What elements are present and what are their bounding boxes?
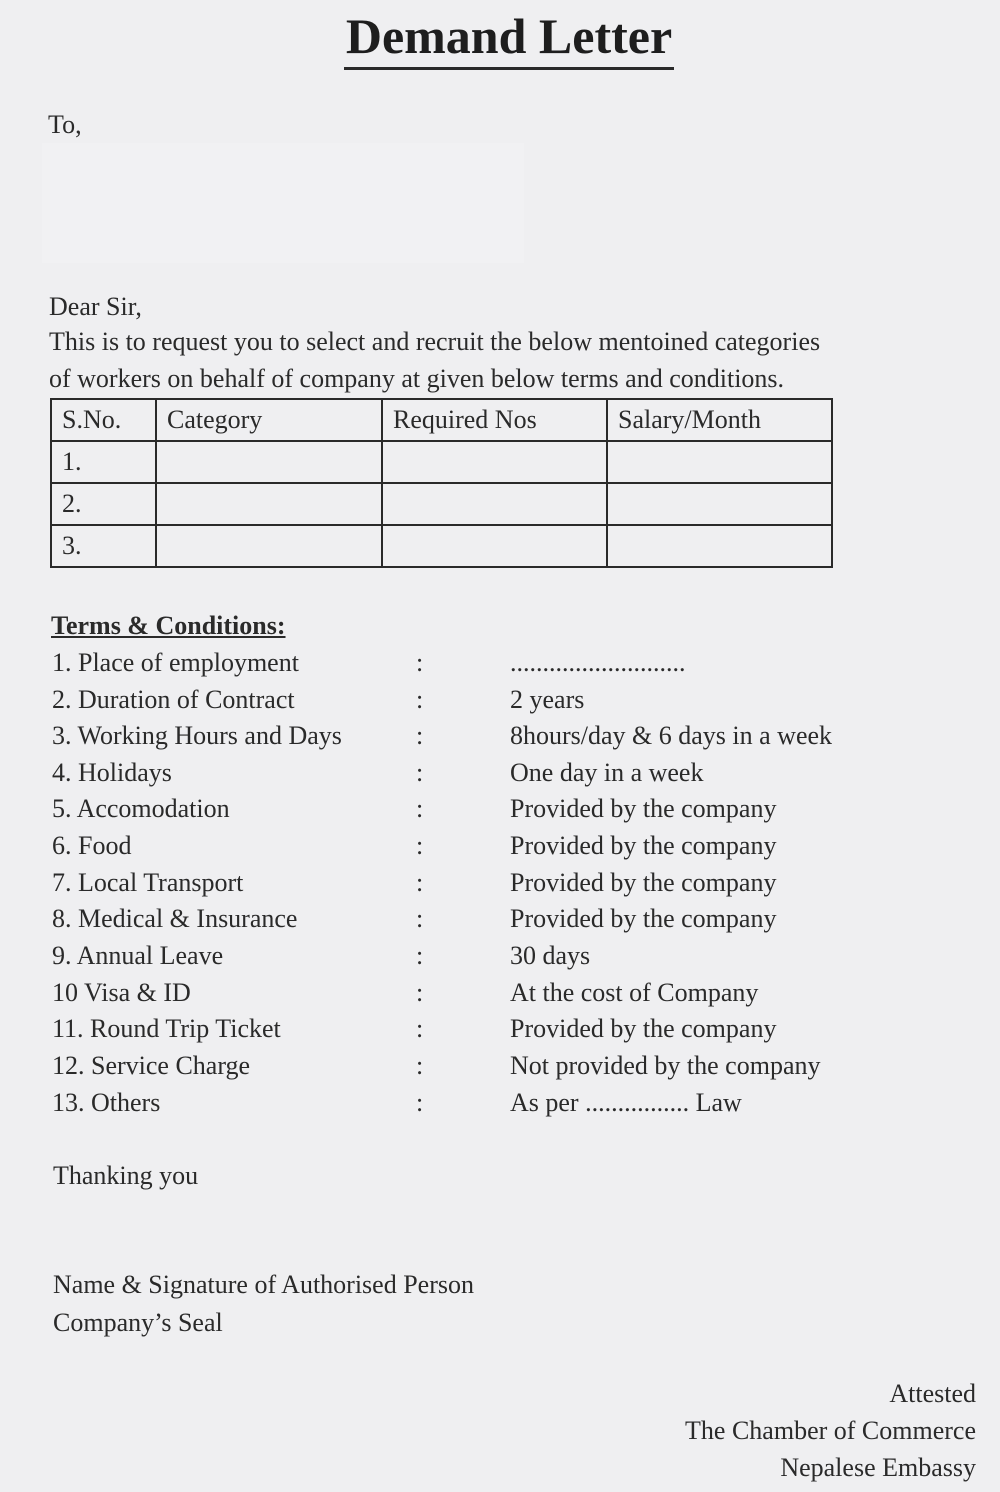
cell-category — [156, 441, 382, 483]
term-colon: : — [416, 831, 424, 860]
cell-category — [156, 525, 382, 567]
term-value: Provided by the company — [510, 794, 777, 823]
term-value: One day in a week — [510, 758, 704, 787]
cell-required-nos — [382, 483, 607, 525]
term-colon: : — [416, 1088, 424, 1117]
intro-line-2: of workers on behalf of company at given below terms and conditions. — [49, 364, 785, 393]
term-value: 8hours/day & 6 days in a week — [510, 721, 833, 750]
to-label: To, — [48, 110, 82, 139]
term-value: Provided by the company — [510, 904, 777, 933]
term-value: At the cost of Company — [510, 978, 759, 1007]
table-row — [51, 441, 832, 483]
seal-line: Company’s Seal — [53, 1308, 223, 1337]
term-label: 9. Annual Leave — [52, 941, 224, 970]
term-value: Provided by the company — [510, 868, 777, 897]
term-label: 1. Place of employment — [52, 648, 299, 677]
term-value: 30 days — [510, 941, 591, 970]
term-label: 5. Accomodation — [52, 794, 230, 823]
term-label: 7. Local Transport — [52, 868, 244, 897]
attested-label: Attested — [889, 1379, 976, 1408]
cell-salary — [607, 441, 832, 483]
cell-sno: 2. — [51, 483, 156, 525]
terms-heading: Terms & Conditions: — [51, 611, 286, 640]
term-label: 2. Duration of Contract — [52, 685, 295, 714]
term-colon: : — [416, 758, 424, 787]
term-label: 10 Visa & ID — [52, 978, 191, 1007]
header-required-nos: Required Nos — [382, 399, 607, 441]
term-value: ........................... — [510, 648, 686, 677]
term-label: 13. Others — [52, 1088, 161, 1117]
term-label: 12. Service Charge — [52, 1051, 251, 1080]
cell-salary — [607, 525, 832, 567]
term-colon: : — [416, 868, 424, 897]
table-row — [51, 483, 832, 525]
term-label: 8. Medical & Insurance — [52, 904, 298, 933]
term-colon: : — [416, 978, 424, 1007]
signature-line: Name & Signature of Authorised Person — [53, 1270, 474, 1299]
term-label: 3. Working Hours and Days — [52, 721, 342, 750]
cell-sno: 3. — [51, 525, 156, 567]
term-colon: : — [416, 941, 424, 970]
term-colon: : — [416, 904, 424, 933]
term-colon: : — [416, 1014, 424, 1043]
term-value: Not provided by the company — [510, 1051, 821, 1080]
header-category: Category — [156, 399, 382, 441]
term-colon: : — [416, 685, 424, 714]
term-value: 2 years — [510, 685, 585, 714]
term-colon: : — [416, 794, 424, 823]
address-blank-area — [42, 143, 524, 263]
salutation: Dear Sir, — [49, 292, 142, 321]
term-value: Provided by the company — [510, 831, 777, 860]
chamber-of-commerce: The Chamber of Commerce — [685, 1416, 976, 1445]
table-row — [51, 525, 832, 567]
intro-line-1: This is to request you to select and recruit the below mentoined categories — [49, 327, 821, 356]
header-salary-month: Salary/Month — [607, 399, 832, 441]
header-sno: S.No. — [51, 399, 156, 441]
term-colon: : — [416, 648, 424, 677]
term-colon: : — [416, 721, 424, 750]
title-text: Demand Letter — [344, 5, 674, 70]
nepalese-embassy: Nepalese Embassy — [780, 1453, 976, 1482]
term-label: 11. Round Trip Ticket — [52, 1014, 281, 1043]
term-label: 6. Food — [52, 831, 132, 860]
cell-required-nos — [382, 441, 607, 483]
page-title — [0, 5, 1000, 70]
cell-required-nos — [382, 525, 607, 567]
cell-sno: 1. — [51, 441, 156, 483]
term-value: As per ................ Law — [510, 1088, 742, 1117]
table-header-row — [51, 399, 832, 441]
demand-table — [50, 398, 833, 568]
term-label: 4. Holidays — [52, 758, 172, 787]
closing-text: Thanking you — [53, 1161, 199, 1190]
cell-category — [156, 483, 382, 525]
term-value: Provided by the company — [510, 1014, 777, 1043]
term-colon: : — [416, 1051, 424, 1080]
cell-salary — [607, 483, 832, 525]
